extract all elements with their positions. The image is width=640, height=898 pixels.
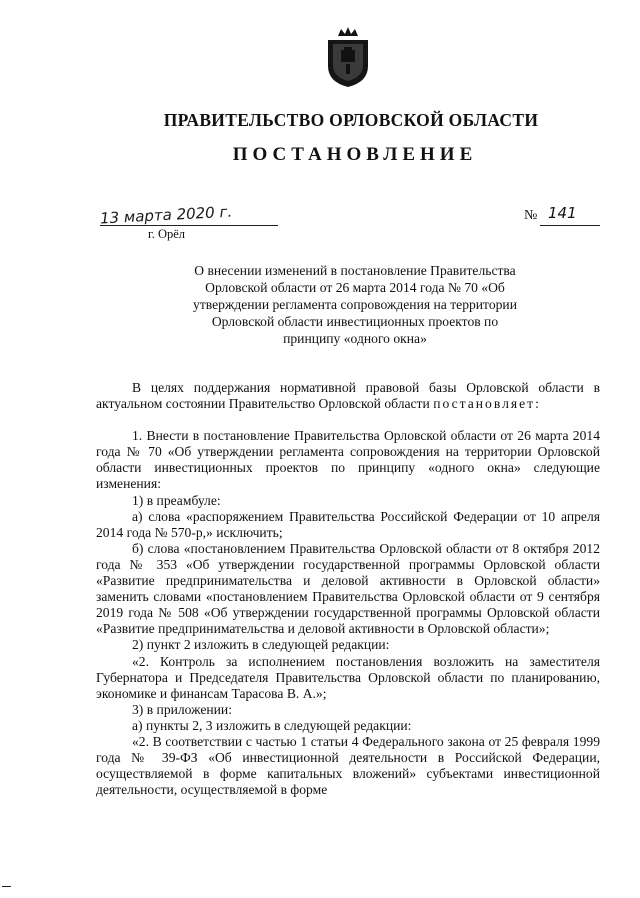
government-title: ПРАВИТЕЛЬСТВО ОРЛОВСКОЙ ОБЛАСТИ <box>163 110 539 130</box>
body-paragraph: 3) в приложении: <box>132 701 232 717</box>
document-type-title: ПОСТАНОВЛЕНИЕ <box>232 144 478 165</box>
preamble-text: В целях поддержания нормативной правовой базы Орловской области в актуальном состоянии Правительство Орловской области <box>96 380 600 412</box>
body-paragraph: 2) пункт 2 изложить в следующей редакции: <box>132 637 390 653</box>
body-paragraph: б) слова «постановлением Правительства Орловской области от 8 октября 2012 года № 353 «Об утверждении государственной программы Орловской области «Развитие предпринимательства и деловой активности в Орловской области» заменить словами «постановлением Правительства Орловской области от 9 сентября 2019 года № 508 «Об утверждении государственной программы Орловской области «Развитие предпринимательства и деловой активности в Орловской области»; <box>96 540 600 637</box>
body-paragraph: а) пункты 2, 3 изложить в следующей редакции: <box>132 717 412 733</box>
body-paragraph: 1. Внести в постановление Правительства Орловской области от 26 марта 2014 года № 70 «Об утверждении регламента сопровождения на территории Орловской области инвестиционных проектов по принципу «одного окна» следующие изменения: <box>96 428 600 492</box>
preamble-paragraph <box>96 380 600 412</box>
number-underline <box>540 225 600 226</box>
handwritten-number: 141 <box>548 204 577 222</box>
scan-margin-mark <box>2 886 11 887</box>
document-body <box>96 380 600 798</box>
body-paragraph: «2. В соответствии с частью 1 статьи 4 Федерального закона от 25 февраля 1999 года № 39-ФЗ «Об инвестиционной деятельности в Российской Федерации, осуществляемой в форме капитальных вложений» субъектами инвестиционной деятельности, осуществляемой в форме <box>96 733 600 798</box>
preamble-verb: постановляет: <box>433 396 541 412</box>
number-label: № <box>524 208 538 223</box>
handwritten-date: 13 марта 2020 г. <box>99 202 233 228</box>
city-label: г. Орёл <box>148 227 186 241</box>
body-paragraph: «2. Контроль за исполнением постановления возложить на заместителя Губернатора и Председателя Правительства Орловской области по планированию, экономике и финансам Тарасова В. А.»; <box>96 653 600 701</box>
date-underline <box>100 225 278 226</box>
body-paragraph: а) слова «распоряжением Правительства Российской Федерации от 10 апреля 2014 года № 570-р,» исключить; <box>96 508 600 540</box>
body-paragraph: 1) в преамбуле: <box>132 492 221 508</box>
coat-of-arms-icon <box>324 26 372 88</box>
document-subject: О внесении изменений в постановление Правительства Орловской области от 26 марта 2014 года № 70 «Об утверждении регламента сопровождения на территории Орловской области инвестиционных проектов по принципу «одного окна» <box>193 263 517 346</box>
